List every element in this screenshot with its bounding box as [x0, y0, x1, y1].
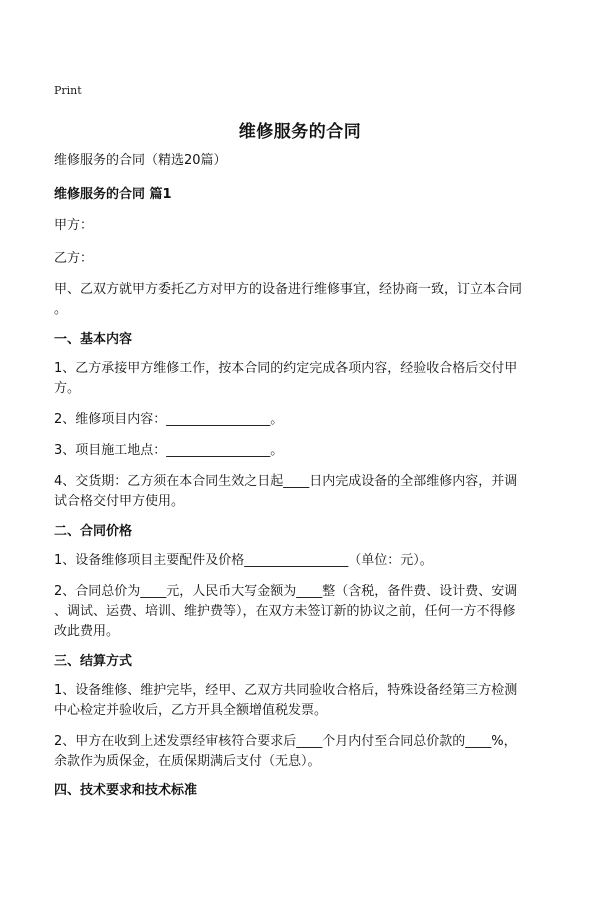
article-heading: 维修服务的合同 篇1: [54, 187, 172, 202]
section-3-item-2-line-2: 余款作为质保金，在质保期满后支付（无息）。: [54, 754, 321, 769]
party-b-field: 乙方：: [54, 251, 94, 266]
section-2-item-1: 1、设备维修项目主要配件及价格________________（单位：元）。: [54, 553, 433, 568]
print-label[interactable]: Print: [54, 84, 82, 97]
intro-line-1: 甲、乙双方就甲方委托乙方对甲方的设备进行维修事宜，经协商一致，订立本合同: [54, 282, 523, 297]
section-2-item-2-line-3: 改此费用。: [54, 624, 120, 639]
section-2-heading: 二、合同价格: [54, 524, 133, 539]
section-1-item-1-line-2: 方。: [54, 381, 81, 396]
party-a-field: 甲方：: [54, 218, 94, 233]
section-2-item-2-line-1: 2、合同总价为____元，人民币大写金额为____整（含税，备件费、设计费、安调: [54, 584, 518, 599]
section-2-item-2-line-2: 、调试、运费、培训、维护费等），在双方未签订新的协议之前，任何一方不得修: [54, 604, 516, 619]
intro-line-2: 。: [54, 302, 68, 317]
section-3-item-1-line-1: 1、设备维修、维护完毕，经甲、乙双方共同验收合格后，特殊设备经第三方检测: [54, 683, 518, 698]
section-1-item-1-line-1: 1、乙方承接甲方维修工作，按本合同的约定完成各项内容，经验收合格后交付甲: [54, 361, 518, 376]
document-subtitle: 维修服务的合同（精选20篇）: [54, 153, 227, 168]
section-3-item-2-line-1: 2、甲方在收到上述发票经审核符合要求后____个月内付至合同总价款的____%，: [54, 734, 517, 749]
section-1-item-4-line-2: 试合格交付甲方使用。: [54, 494, 185, 509]
page-title: 维修服务的合同: [238, 122, 362, 142]
section-1-item-3: 3、项目施工地点：________________。: [54, 443, 284, 458]
section-4-heading: 四、技术要求和技术标准: [54, 783, 198, 798]
section-1-heading: 一、基本内容: [54, 332, 133, 347]
section-3-item-1-line-2: 中心检定并验收后，乙方开具全额增值税发票。: [54, 703, 328, 718]
section-1-item-4-line-1: 4、交货期：乙方须在本合同生效之日起____日内完成设备的全部维修内容，并调: [54, 474, 518, 489]
section-1-item-2: 2、维修项目内容：________________。: [54, 412, 284, 427]
section-3-heading: 三、结算方式: [54, 654, 133, 669]
